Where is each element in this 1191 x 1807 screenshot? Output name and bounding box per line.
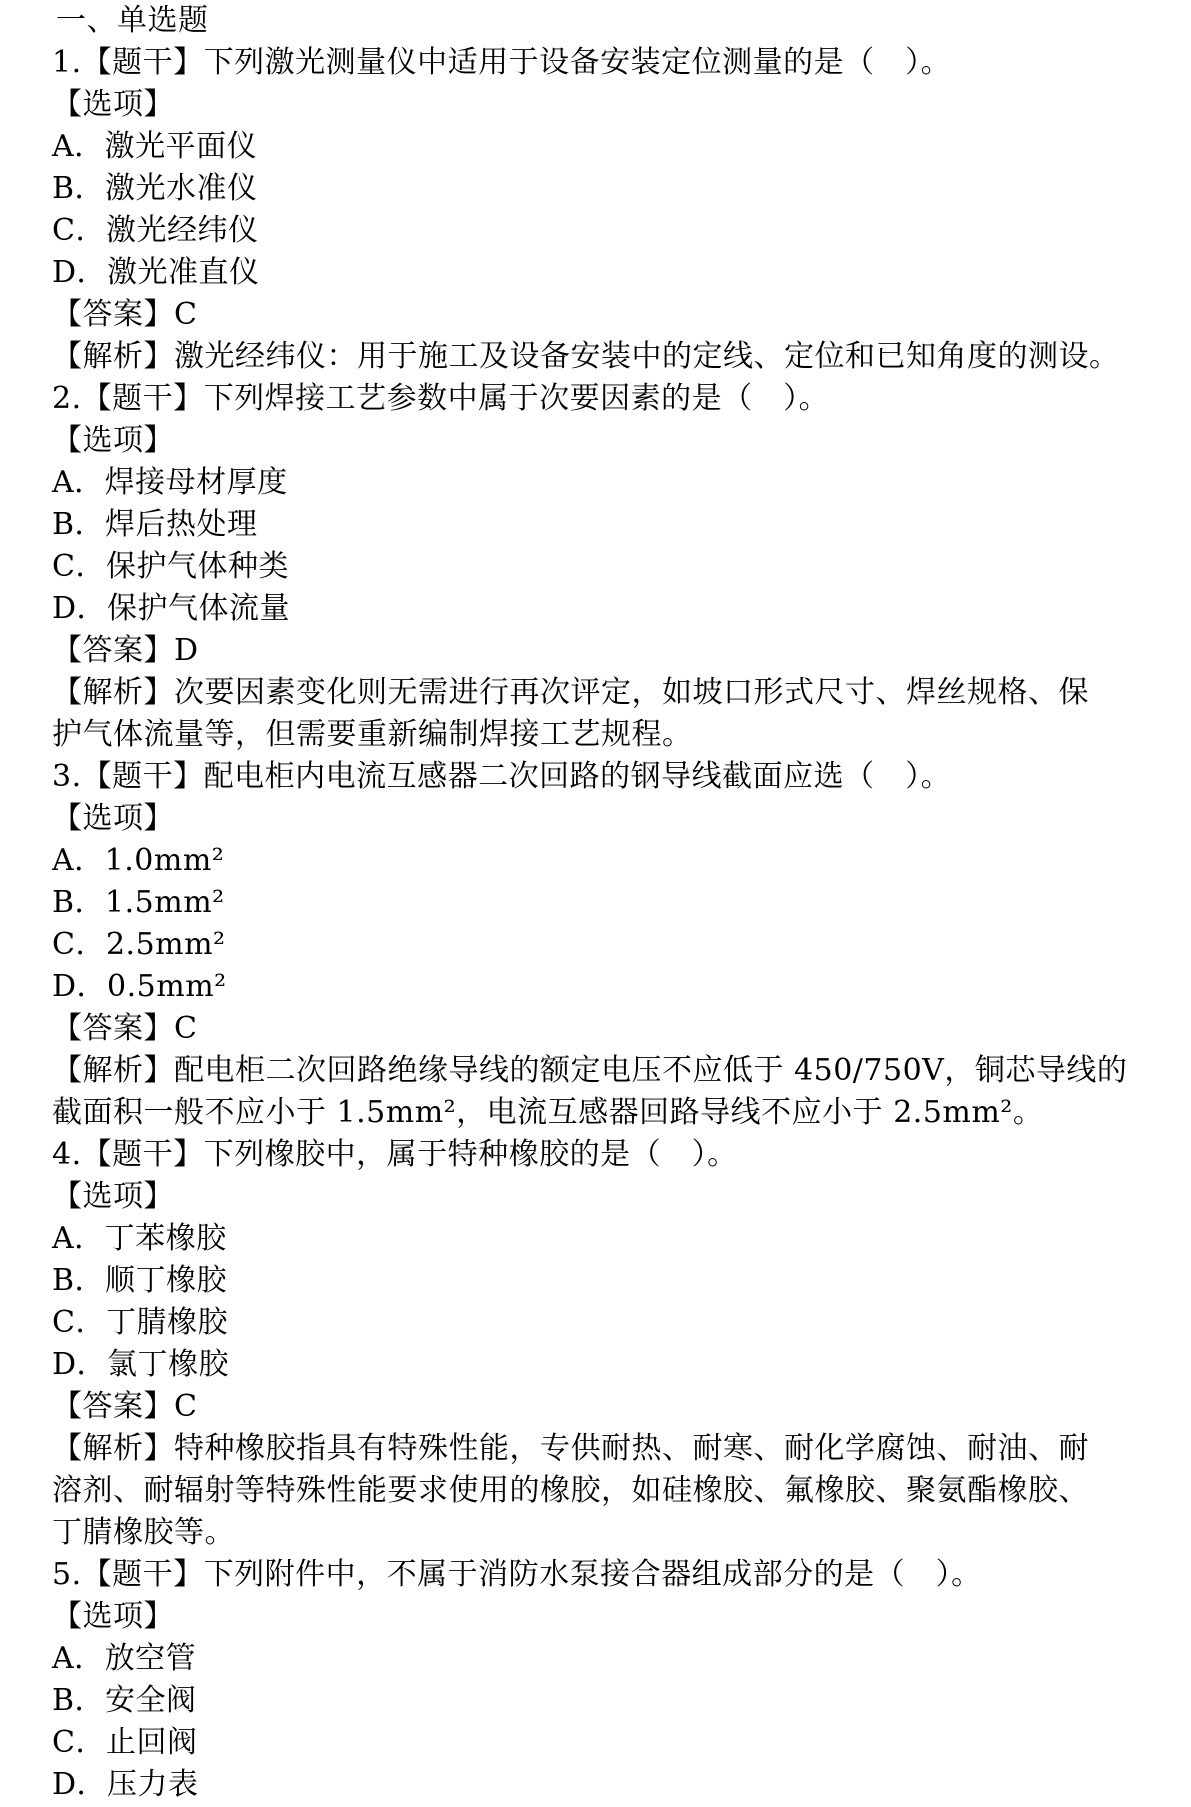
option-item: D．压力表 [52, 1767, 199, 1802]
option-item: A．焊接母材厚度 [52, 465, 288, 500]
answer-line: 【答案】C [52, 297, 198, 332]
option-item: D．保护气体流量 [52, 591, 291, 626]
option-item: D．激光准直仪 [52, 255, 260, 290]
option-item: A．放空管 [52, 1641, 197, 1676]
analysis-line: 【解析】次要因素变化则无需进行再次评定，如坡口形式尺寸、焊丝规格、保 [52, 675, 1089, 710]
answer-line: 【答案】D [52, 633, 199, 668]
option-item: A．激光平面仪 [52, 129, 258, 164]
question-list [52, 42, 1184, 1806]
option-item: B．激光水准仪 [52, 171, 258, 206]
question-stem: 4.【题干】下列橡胶中，属于特种橡胶的是（ ）。 [52, 1137, 738, 1172]
analysis-line: 【解析】配电柜二次回路绝缘导线的额定电压不应低于 450/750V，铜芯导线的 [52, 1053, 1128, 1088]
analysis-line: 溶剂、耐辐射等特殊性能要求使用的橡胶，如硅橡胶、氟橡胶、聚氨酯橡胶、 [52, 1473, 1089, 1508]
option-item: D．氯丁橡胶 [52, 1347, 230, 1382]
analysis-line: 【解析】特种橡胶指具有特殊性能，专供耐热、耐寒、耐化学腐蚀、耐油、耐 [52, 1431, 1089, 1466]
options-header: 【选项】 [52, 423, 174, 458]
option-item: B．安全阀 [52, 1683, 197, 1718]
section-title: 一、单选题 [56, 3, 209, 38]
option-item: C．丁腈橡胶 [52, 1305, 228, 1340]
options-header: 【选项】 [52, 801, 174, 836]
question-stem: 3.【题干】配电柜内电流互感器二次回路的钢导线截面应选（ ）。 [52, 759, 952, 794]
question-stem: 1.【题干】下列激光测量仪中适用于设备安装定位测量的是（ ）。 [52, 45, 952, 80]
option-item: B．1.5mm² [52, 885, 225, 920]
option-item: D．0.5mm² [52, 969, 227, 1004]
question-stem: 2.【题干】下列焊接工艺参数中属于次要因素的是（ ）。 [52, 381, 830, 416]
analysis-line: 截面积一般不应小于 1.5mm²，电流互感器回路导线不应小于 2.5mm²。 [52, 1095, 1044, 1130]
analysis-line: 丁腈橡胶等。 [52, 1515, 235, 1550]
option-item: A．丁苯橡胶 [52, 1221, 227, 1256]
option-item: C．止回阀 [52, 1725, 198, 1760]
analysis-line: 护气体流量等，但需要重新编制焊接工艺规程。 [52, 717, 693, 752]
option-item: A．1.0mm² [52, 843, 225, 878]
options-header: 【选项】 [52, 1599, 174, 1634]
options-header: 【选项】 [52, 1179, 174, 1214]
option-item: C．2.5mm² [52, 927, 226, 962]
analysis-line: 【解析】激光经纬仪：用于施工及设备安装中的定线、定位和已知角度的测设。 [52, 339, 1120, 374]
option-item: B．焊后热处理 [52, 507, 258, 542]
option-item: C．保护气体种类 [52, 549, 289, 584]
answer-line: 【答案】C [52, 1011, 198, 1046]
option-item: C．激光经纬仪 [52, 213, 259, 248]
question-stem: 5.【题干】下列附件中，不属于消防水泵接合器组成部分的是（ ）。 [52, 1557, 982, 1592]
answer-line: 【答案】C [52, 1389, 198, 1424]
document-page [52, 0, 1184, 1806]
options-header: 【选项】 [52, 87, 174, 122]
option-item: B．顺丁橡胶 [52, 1263, 228, 1298]
